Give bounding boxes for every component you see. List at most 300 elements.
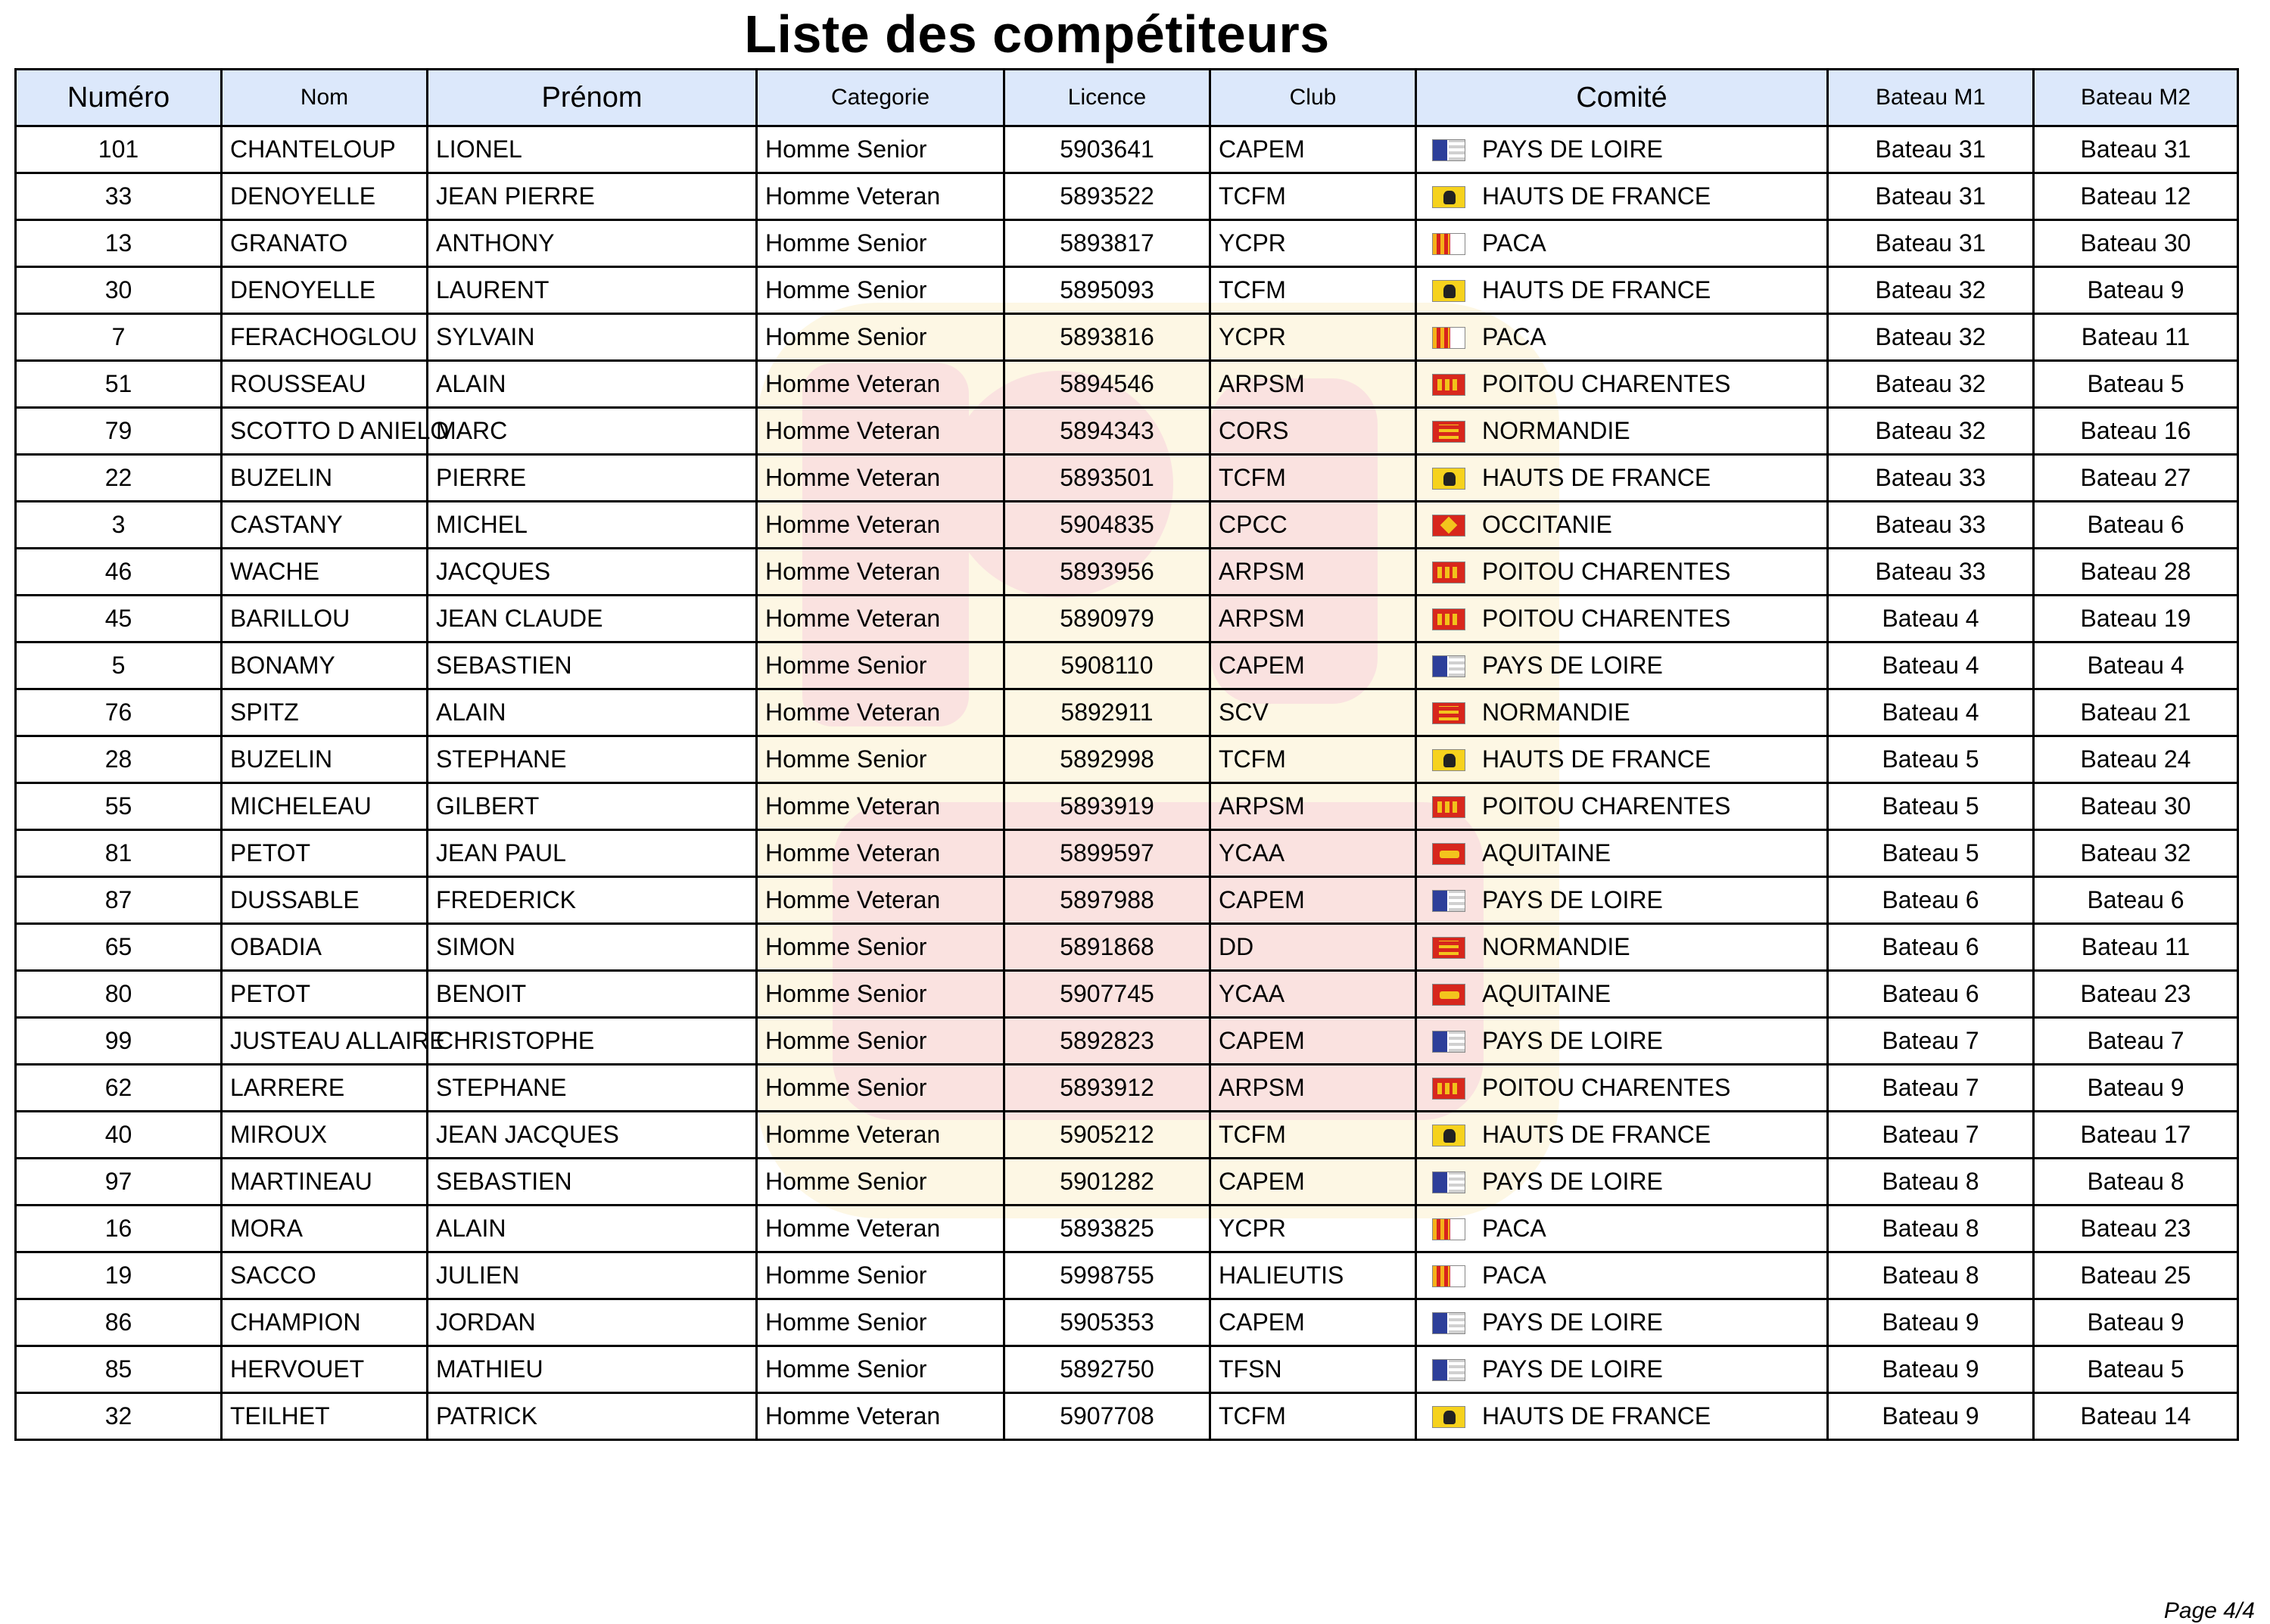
cell-numero: 33 — [16, 173, 222, 220]
cell-nom: BUZELIN — [222, 736, 428, 783]
comite-label: POITOU CHARENTES — [1482, 792, 1731, 820]
comite-label: AQUITAINE — [1482, 839, 1611, 866]
cell-bateau-m1: Bateau 31 — [1828, 126, 2034, 173]
comite-label: HAUTS DE FRANCE — [1482, 1402, 1711, 1430]
cell-nom: BUZELIN — [222, 455, 428, 502]
cell-licence: 5890979 — [1004, 596, 1210, 642]
header-licence: Licence — [1004, 70, 1210, 126]
cell-nom: BONAMY — [222, 642, 428, 689]
cell-bateau-m1: Bateau 8 — [1828, 1159, 2034, 1206]
comite-label: HAUTS DE FRANCE — [1482, 1121, 1711, 1148]
aquitaine-flag-icon — [1432, 984, 1465, 1006]
header-club: Club — [1210, 70, 1416, 126]
cell-bateau-m2: Bateau 27 — [2034, 455, 2238, 502]
cell-nom: PETOT — [222, 971, 428, 1018]
cell-licence: 5892911 — [1004, 689, 1210, 736]
cell-nom: FERACHOGLOU — [222, 314, 428, 361]
cell-categorie: Homme Veteran — [757, 877, 1004, 924]
cell-licence: 5907745 — [1004, 971, 1210, 1018]
cell-categorie: Homme Senior — [757, 314, 1004, 361]
cell-club: TCFM — [1210, 1393, 1416, 1440]
cell-categorie: Homme Veteran — [757, 455, 1004, 502]
cell-licence: 5891868 — [1004, 924, 1210, 971]
cell-nom: SCOTTO D ANIELO — [222, 408, 428, 455]
cell-licence: 5894546 — [1004, 361, 1210, 408]
header-nom: Nom — [222, 70, 428, 126]
cell-comite — [1416, 596, 1828, 642]
pdl-flag-icon — [1432, 655, 1465, 677]
cell-categorie: Homme Senior — [757, 1252, 1004, 1299]
cell-bateau-m2: Bateau 23 — [2034, 1206, 2238, 1252]
cell-licence: 5892750 — [1004, 1346, 1210, 1393]
hdf-flag-icon — [1432, 1406, 1465, 1428]
cell-categorie: Homme Senior — [757, 1018, 1004, 1065]
cell-categorie: Homme Veteran — [757, 1112, 1004, 1159]
cell-comite — [1416, 1393, 1828, 1440]
cell-prenom: MARC — [428, 408, 757, 455]
cell-bateau-m2: Bateau 14 — [2034, 1393, 2238, 1440]
comite-label: PAYS DE LOIRE — [1482, 1308, 1663, 1336]
cell-prenom: JEAN CLAUDE — [428, 596, 757, 642]
table-body — [16, 126, 2238, 1440]
table-row — [16, 549, 2238, 596]
cell-nom: HERVOUET — [222, 1346, 428, 1393]
cell-bateau-m2: Bateau 9 — [2034, 1065, 2238, 1112]
cell-comite — [1416, 361, 1828, 408]
cell-comite — [1416, 1206, 1828, 1252]
table-row — [16, 689, 2238, 736]
cell-numero: 7 — [16, 314, 222, 361]
cell-bateau-m1: Bateau 31 — [1828, 220, 2034, 267]
cell-bateau-m1: Bateau 4 — [1828, 596, 2034, 642]
cell-comite — [1416, 220, 1828, 267]
cell-prenom: ANTHONY — [428, 220, 757, 267]
cell-comite — [1416, 267, 1828, 314]
cell-comite — [1416, 1018, 1828, 1065]
cell-prenom: PIERRE — [428, 455, 757, 502]
cell-bateau-m2: Bateau 25 — [2034, 1252, 2238, 1299]
cell-comite — [1416, 1112, 1828, 1159]
table-row — [16, 1393, 2238, 1440]
cell-prenom: SEBASTIEN — [428, 1159, 757, 1206]
cell-bateau-m1: Bateau 6 — [1828, 877, 2034, 924]
cell-nom: MIROUX — [222, 1112, 428, 1159]
cell-club: TCFM — [1210, 455, 1416, 502]
cell-comite — [1416, 783, 1828, 830]
cell-nom: SPITZ — [222, 689, 428, 736]
cell-bateau-m2: Bateau 19 — [2034, 596, 2238, 642]
cell-comite — [1416, 549, 1828, 596]
cell-comite — [1416, 1346, 1828, 1393]
cell-licence: 5904835 — [1004, 502, 1210, 549]
cell-prenom: GILBERT — [428, 783, 757, 830]
cell-prenom: SYLVAIN — [428, 314, 757, 361]
cell-prenom: MICHEL — [428, 502, 757, 549]
cell-numero: 87 — [16, 877, 222, 924]
cell-licence: 5908110 — [1004, 642, 1210, 689]
table-row — [16, 1299, 2238, 1346]
table-row — [16, 830, 2238, 877]
cell-numero: 97 — [16, 1159, 222, 1206]
cell-prenom: ALAIN — [428, 1206, 757, 1252]
cell-numero: 51 — [16, 361, 222, 408]
cell-prenom: STEPHANE — [428, 1065, 757, 1112]
cell-numero: 81 — [16, 830, 222, 877]
pdl-flag-icon — [1432, 1312, 1465, 1334]
cell-licence: 5905212 — [1004, 1112, 1210, 1159]
cell-club: HALIEUTIS — [1210, 1252, 1416, 1299]
cell-club: TCFM — [1210, 173, 1416, 220]
cell-club: YCAA — [1210, 830, 1416, 877]
cell-nom: ROUSSEAU — [222, 361, 428, 408]
cell-club: YCPR — [1210, 314, 1416, 361]
pdl-flag-icon — [1432, 1171, 1465, 1193]
poitou-flag-icon — [1432, 562, 1465, 583]
pdl-flag-icon — [1432, 1359, 1465, 1381]
cell-bateau-m1: Bateau 7 — [1828, 1065, 2034, 1112]
comite-label: POITOU CHARENTES — [1482, 1074, 1731, 1101]
hdf-flag-icon — [1432, 1125, 1465, 1146]
comite-label: POITOU CHARENTES — [1482, 370, 1731, 397]
cell-bateau-m1: Bateau 33 — [1828, 549, 2034, 596]
cell-nom: DENOYELLE — [222, 267, 428, 314]
table-row — [16, 126, 2238, 173]
table-row — [16, 502, 2238, 549]
cell-numero: 3 — [16, 502, 222, 549]
cell-bateau-m2: Bateau 5 — [2034, 1346, 2238, 1393]
cell-prenom: SEBASTIEN — [428, 642, 757, 689]
cell-bateau-m2: Bateau 28 — [2034, 549, 2238, 596]
cell-bateau-m2: Bateau 23 — [2034, 971, 2238, 1018]
cell-bateau-m1: Bateau 32 — [1828, 314, 2034, 361]
cell-bateau-m2: Bateau 24 — [2034, 736, 2238, 783]
comite-label: HAUTS DE FRANCE — [1482, 464, 1711, 491]
cell-bateau-m2: Bateau 9 — [2034, 1299, 2238, 1346]
table-row — [16, 267, 2238, 314]
cell-comite — [1416, 642, 1828, 689]
cell-club: DD — [1210, 924, 1416, 971]
cell-prenom: FREDERICK — [428, 877, 757, 924]
cell-prenom: LAURENT — [428, 267, 757, 314]
cell-prenom: ALAIN — [428, 361, 757, 408]
cell-club: ARPSM — [1210, 549, 1416, 596]
cell-prenom: SIMON — [428, 924, 757, 971]
normandie-flag-icon — [1432, 702, 1465, 724]
pdl-flag-icon — [1432, 890, 1465, 912]
cell-club: CAPEM — [1210, 877, 1416, 924]
cell-licence: 5893817 — [1004, 220, 1210, 267]
cell-club: TFSN — [1210, 1346, 1416, 1393]
header-categorie: Categorie — [757, 70, 1004, 126]
cell-numero: 19 — [16, 1252, 222, 1299]
cell-numero: 65 — [16, 924, 222, 971]
cell-nom: JUSTEAU ALLAIRE — [222, 1018, 428, 1065]
cell-numero: 22 — [16, 455, 222, 502]
cell-categorie: Homme Senior — [757, 220, 1004, 267]
cell-bateau-m1: Bateau 6 — [1828, 971, 2034, 1018]
cell-bateau-m1: Bateau 33 — [1828, 502, 2034, 549]
cell-numero: 86 — [16, 1299, 222, 1346]
table-row — [16, 1018, 2238, 1065]
table-header-row — [16, 70, 2238, 126]
cell-prenom: CHRISTOPHE — [428, 1018, 757, 1065]
cell-categorie: Homme Veteran — [757, 830, 1004, 877]
cell-bateau-m2: Bateau 6 — [2034, 877, 2238, 924]
cell-bateau-m2: Bateau 11 — [2034, 924, 2238, 971]
cell-licence: 5998755 — [1004, 1252, 1210, 1299]
cell-nom: TEILHET — [222, 1393, 428, 1440]
cell-nom: SACCO — [222, 1252, 428, 1299]
cell-categorie: Homme Veteran — [757, 361, 1004, 408]
cell-bateau-m1: Bateau 4 — [1828, 642, 2034, 689]
table-row — [16, 314, 2238, 361]
header-bateau-m1: Bateau M1 — [1828, 70, 2034, 126]
cell-numero: 40 — [16, 1112, 222, 1159]
comite-label: PACA — [1482, 323, 1546, 350]
comite-label: PAYS DE LOIRE — [1482, 652, 1663, 679]
cell-bateau-m2: Bateau 7 — [2034, 1018, 2238, 1065]
cell-club: YCPR — [1210, 1206, 1416, 1252]
cell-licence: 5901282 — [1004, 1159, 1210, 1206]
cell-nom: CASTANY — [222, 502, 428, 549]
table-row — [16, 642, 2238, 689]
cell-licence: 5892998 — [1004, 736, 1210, 783]
poitou-flag-icon — [1432, 608, 1465, 630]
cell-club: ARPSM — [1210, 596, 1416, 642]
cell-club: YCAA — [1210, 971, 1416, 1018]
poitou-flag-icon — [1432, 374, 1465, 396]
comite-label: HAUTS DE FRANCE — [1482, 182, 1711, 210]
cell-bateau-m1: Bateau 5 — [1828, 830, 2034, 877]
cell-categorie: Homme Senior — [757, 126, 1004, 173]
cell-licence: 5899597 — [1004, 830, 1210, 877]
aquitaine-flag-icon — [1432, 843, 1465, 865]
cell-club: CAPEM — [1210, 1299, 1416, 1346]
cell-prenom: BENOIT — [428, 971, 757, 1018]
cell-bateau-m2: Bateau 30 — [2034, 220, 2238, 267]
cell-numero: 62 — [16, 1065, 222, 1112]
header-comite: Comité — [1416, 70, 1828, 126]
cell-club: TCFM — [1210, 1112, 1416, 1159]
hdf-flag-icon — [1432, 468, 1465, 490]
header-prenom: Prénom — [428, 70, 757, 126]
cell-prenom: JULIEN — [428, 1252, 757, 1299]
cell-nom: DENOYELLE — [222, 173, 428, 220]
header-bateau-m2: Bateau M2 — [2034, 70, 2238, 126]
cell-club: TCFM — [1210, 267, 1416, 314]
cell-bateau-m1: Bateau 9 — [1828, 1346, 2034, 1393]
cell-prenom: PATRICK — [428, 1393, 757, 1440]
cell-licence: 5893912 — [1004, 1065, 1210, 1112]
cell-club: CPCC — [1210, 502, 1416, 549]
comite-label: NORMANDIE — [1482, 933, 1630, 960]
normandie-flag-icon — [1432, 421, 1465, 443]
cell-numero: 45 — [16, 596, 222, 642]
cell-numero: 80 — [16, 971, 222, 1018]
cell-numero: 5 — [16, 642, 222, 689]
cell-numero: 76 — [16, 689, 222, 736]
competitors-table — [14, 68, 2239, 1441]
comite-label: POITOU CHARENTES — [1482, 605, 1731, 632]
cell-numero: 79 — [16, 408, 222, 455]
hdf-flag-icon — [1432, 749, 1465, 771]
comite-label: PACA — [1482, 229, 1546, 257]
table-row — [16, 971, 2238, 1018]
table-row — [16, 361, 2238, 408]
cell-bateau-m1: Bateau 7 — [1828, 1112, 2034, 1159]
cell-nom: LARRERE — [222, 1065, 428, 1112]
cell-licence: 5893501 — [1004, 455, 1210, 502]
table-row — [16, 1252, 2238, 1299]
cell-prenom: ALAIN — [428, 689, 757, 736]
cell-categorie: Homme Veteran — [757, 502, 1004, 549]
cell-bateau-m2: Bateau 8 — [2034, 1159, 2238, 1206]
cell-numero: 55 — [16, 783, 222, 830]
cell-nom: GRANATO — [222, 220, 428, 267]
comite-label: HAUTS DE FRANCE — [1482, 276, 1711, 303]
cell-numero: 13 — [16, 220, 222, 267]
comite-label: PACA — [1482, 1262, 1546, 1289]
cell-numero: 16 — [16, 1206, 222, 1252]
paca-flag-icon — [1432, 233, 1465, 255]
cell-nom: CHAMPION — [222, 1299, 428, 1346]
cell-categorie: Homme Veteran — [757, 1393, 1004, 1440]
cell-categorie: Homme Veteran — [757, 1206, 1004, 1252]
cell-bateau-m2: Bateau 21 — [2034, 689, 2238, 736]
cell-bateau-m1: Bateau 9 — [1828, 1393, 2034, 1440]
cell-club: ARPSM — [1210, 1065, 1416, 1112]
cell-prenom: JACQUES — [428, 549, 757, 596]
cell-licence: 5895093 — [1004, 267, 1210, 314]
cell-bateau-m1: Bateau 32 — [1828, 267, 2034, 314]
table-row — [16, 1206, 2238, 1252]
cell-nom: PETOT — [222, 830, 428, 877]
cell-bateau-m1: Bateau 9 — [1828, 1299, 2034, 1346]
cell-bateau-m1: Bateau 6 — [1828, 924, 2034, 971]
cell-prenom: JEAN JACQUES — [428, 1112, 757, 1159]
table-row — [16, 220, 2238, 267]
cell-bateau-m2: Bateau 5 — [2034, 361, 2238, 408]
pdl-flag-icon — [1432, 139, 1465, 161]
cell-bateau-m1: Bateau 33 — [1828, 455, 2034, 502]
cell-bateau-m1: Bateau 5 — [1828, 736, 2034, 783]
cell-licence: 5893816 — [1004, 314, 1210, 361]
comite-label: PACA — [1482, 1215, 1546, 1242]
cell-comite — [1416, 1159, 1828, 1206]
table-row — [16, 1346, 2238, 1393]
cell-licence: 5903641 — [1004, 126, 1210, 173]
cell-numero: 46 — [16, 549, 222, 596]
poitou-flag-icon — [1432, 796, 1465, 818]
page-number: Page 4/4 — [2163, 1598, 2255, 1623]
table-row — [16, 736, 2238, 783]
cell-bateau-m1: Bateau 32 — [1828, 408, 2034, 455]
comite-label: POITOU CHARENTES — [1482, 558, 1731, 585]
page-title: Liste des compétiteurs — [744, 5, 1330, 64]
cell-club: CAPEM — [1210, 126, 1416, 173]
cell-licence: 5892823 — [1004, 1018, 1210, 1065]
comite-label: HAUTS DE FRANCE — [1482, 745, 1711, 773]
paca-flag-icon — [1432, 327, 1465, 349]
cell-categorie: Homme Senior — [757, 1299, 1004, 1346]
cell-comite — [1416, 1299, 1828, 1346]
cell-comite — [1416, 971, 1828, 1018]
cell-numero: 30 — [16, 267, 222, 314]
cell-bateau-m2: Bateau 17 — [2034, 1112, 2238, 1159]
cell-categorie: Homme Veteran — [757, 173, 1004, 220]
cell-comite — [1416, 455, 1828, 502]
cell-comite — [1416, 736, 1828, 783]
cell-numero: 85 — [16, 1346, 222, 1393]
cell-nom: BARILLOU — [222, 596, 428, 642]
cell-bateau-m2: Bateau 4 — [2034, 642, 2238, 689]
cell-categorie: Homme Senior — [757, 924, 1004, 971]
cell-club: ARPSM — [1210, 783, 1416, 830]
cell-club: SCV — [1210, 689, 1416, 736]
cell-nom: MICHELEAU — [222, 783, 428, 830]
hdf-flag-icon — [1432, 186, 1465, 208]
paca-flag-icon — [1432, 1265, 1465, 1287]
cell-club: CAPEM — [1210, 1159, 1416, 1206]
cell-categorie: Homme Senior — [757, 1159, 1004, 1206]
comite-label: PAYS DE LOIRE — [1482, 135, 1663, 163]
cell-categorie: Homme Veteran — [757, 549, 1004, 596]
comite-label: PAYS DE LOIRE — [1482, 1027, 1663, 1054]
cell-comite — [1416, 1065, 1828, 1112]
cell-prenom: JEAN PIERRE — [428, 173, 757, 220]
table-row — [16, 783, 2238, 830]
cell-bateau-m2: Bateau 9 — [2034, 267, 2238, 314]
cell-nom: MARTINEAU — [222, 1159, 428, 1206]
cell-comite — [1416, 314, 1828, 361]
cell-bateau-m1: Bateau 31 — [1828, 173, 2034, 220]
normandie-flag-icon — [1432, 937, 1465, 959]
comite-label: OCCITANIE — [1482, 511, 1612, 538]
cell-numero: 32 — [16, 1393, 222, 1440]
hdf-flag-icon — [1432, 280, 1465, 302]
table-row — [16, 173, 2238, 220]
cell-bateau-m1: Bateau 8 — [1828, 1206, 2034, 1252]
cell-bateau-m2: Bateau 31 — [2034, 126, 2238, 173]
cell-bateau-m1: Bateau 7 — [1828, 1018, 2034, 1065]
cell-bateau-m1: Bateau 8 — [1828, 1252, 2034, 1299]
comite-label: NORMANDIE — [1482, 417, 1630, 444]
cell-nom: DUSSABLE — [222, 877, 428, 924]
cell-comite — [1416, 1252, 1828, 1299]
cell-licence: 5907708 — [1004, 1393, 1210, 1440]
table-row — [16, 408, 2238, 455]
cell-comite — [1416, 877, 1828, 924]
table-row — [16, 1065, 2238, 1112]
comite-label: PAYS DE LOIRE — [1482, 1168, 1663, 1195]
cell-club: TCFM — [1210, 736, 1416, 783]
cell-comite — [1416, 830, 1828, 877]
cell-bateau-m2: Bateau 6 — [2034, 502, 2238, 549]
cell-nom: CHANTELOUP — [222, 126, 428, 173]
cell-nom: MORA — [222, 1206, 428, 1252]
cell-prenom: LIONEL — [428, 126, 757, 173]
cell-prenom: JORDAN — [428, 1299, 757, 1346]
cell-licence: 5893919 — [1004, 783, 1210, 830]
cell-licence: 5894343 — [1004, 408, 1210, 455]
cell-comite — [1416, 408, 1828, 455]
cell-numero: 101 — [16, 126, 222, 173]
cell-categorie: Homme Veteran — [757, 408, 1004, 455]
poitou-flag-icon — [1432, 1078, 1465, 1100]
cell-bateau-m2: Bateau 30 — [2034, 783, 2238, 830]
cell-comite — [1416, 173, 1828, 220]
table-row — [16, 455, 2238, 502]
